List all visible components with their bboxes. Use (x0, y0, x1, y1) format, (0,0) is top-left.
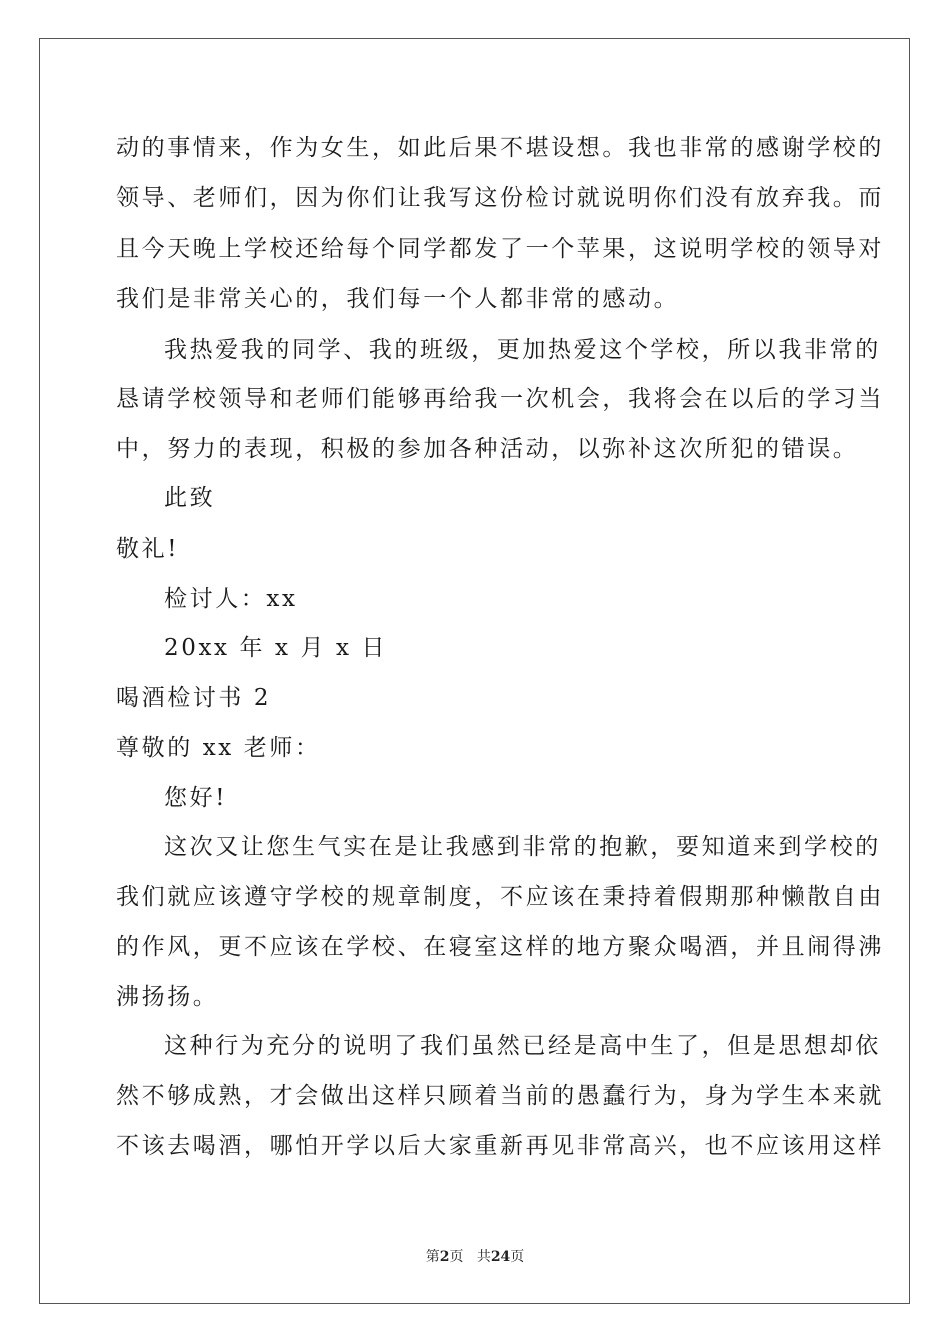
greeting-hello: 您好! (164, 785, 228, 811)
page-number: 2 (439, 1249, 450, 1265)
text-line: 然不够成熟，才会做出这样只顾着当前的愚蠢行为，身为学生本来就 (116, 1083, 884, 1109)
total-pages: 24 (490, 1249, 511, 1265)
text-line: 中，努力的表现，积极的参加各种活动，以弥补这次所犯的错误。 (116, 436, 859, 462)
text-line: 我们是非常关心的，我们每一个人都非常的感动。 (116, 286, 680, 312)
section-title: 喝酒检讨书 2 (116, 685, 272, 711)
total-pages-prefix: 共 (476, 1249, 491, 1265)
total-pages-suffix: 页 (510, 1249, 525, 1265)
text-line: 沸扬扬。 (116, 984, 219, 1010)
text-line: 不该去喝酒，哪怕开学以后大家重新再见非常高兴，也不应该用这样 (116, 1133, 884, 1159)
closing-salutation: 此致 (164, 485, 216, 511)
text-line: 领导、老师们，因为你们让我写这份检讨就说明你们没有放弃我。而 (116, 185, 884, 211)
closing-respect: 敬礼! (116, 536, 180, 562)
text-line: 我们就应该遵守学校的规章制度，不应该在秉持着假期那种懒散自由 (116, 884, 884, 910)
paragraph-start-line: 我热爱我的同学、我的班级，更加热爱这个学校，所以我非常的 (164, 337, 881, 363)
greeting-line: 尊敬的 xx 老师： (116, 735, 321, 761)
text-line: 的作风，更不应该在学校、在寝室这样的地方聚众喝酒，并且闹得沸 (116, 934, 884, 960)
date-line: 20xx 年 x 月 x 日 (164, 635, 388, 661)
paragraph-start-line: 这种行为充分的说明了我们虽然已经是高中生了，但是思想却依 (164, 1033, 881, 1059)
page-number-suffix: 页 (449, 1249, 464, 1265)
paragraph-start-line: 这次又让您生气实在是让我感到非常的抱歉，要知道来到学校的 (164, 834, 881, 860)
page-number-prefix: 第 (425, 1249, 440, 1265)
page-border (39, 38, 910, 1304)
text-line: 且今天晚上学校还给每个同学都发了一个苹果，这说明学校的领导对 (116, 236, 884, 262)
text-line: 恳请学校领导和老师们能够再给我一次机会，我将会在以后的学习当 (116, 386, 884, 412)
signature-line: 检讨人：xx (164, 586, 298, 612)
page-footer (0, 1248, 950, 1266)
text-line: 动的事情来，作为女生，如此后果不堪设想。我也非常的感谢学校的 (116, 135, 884, 161)
